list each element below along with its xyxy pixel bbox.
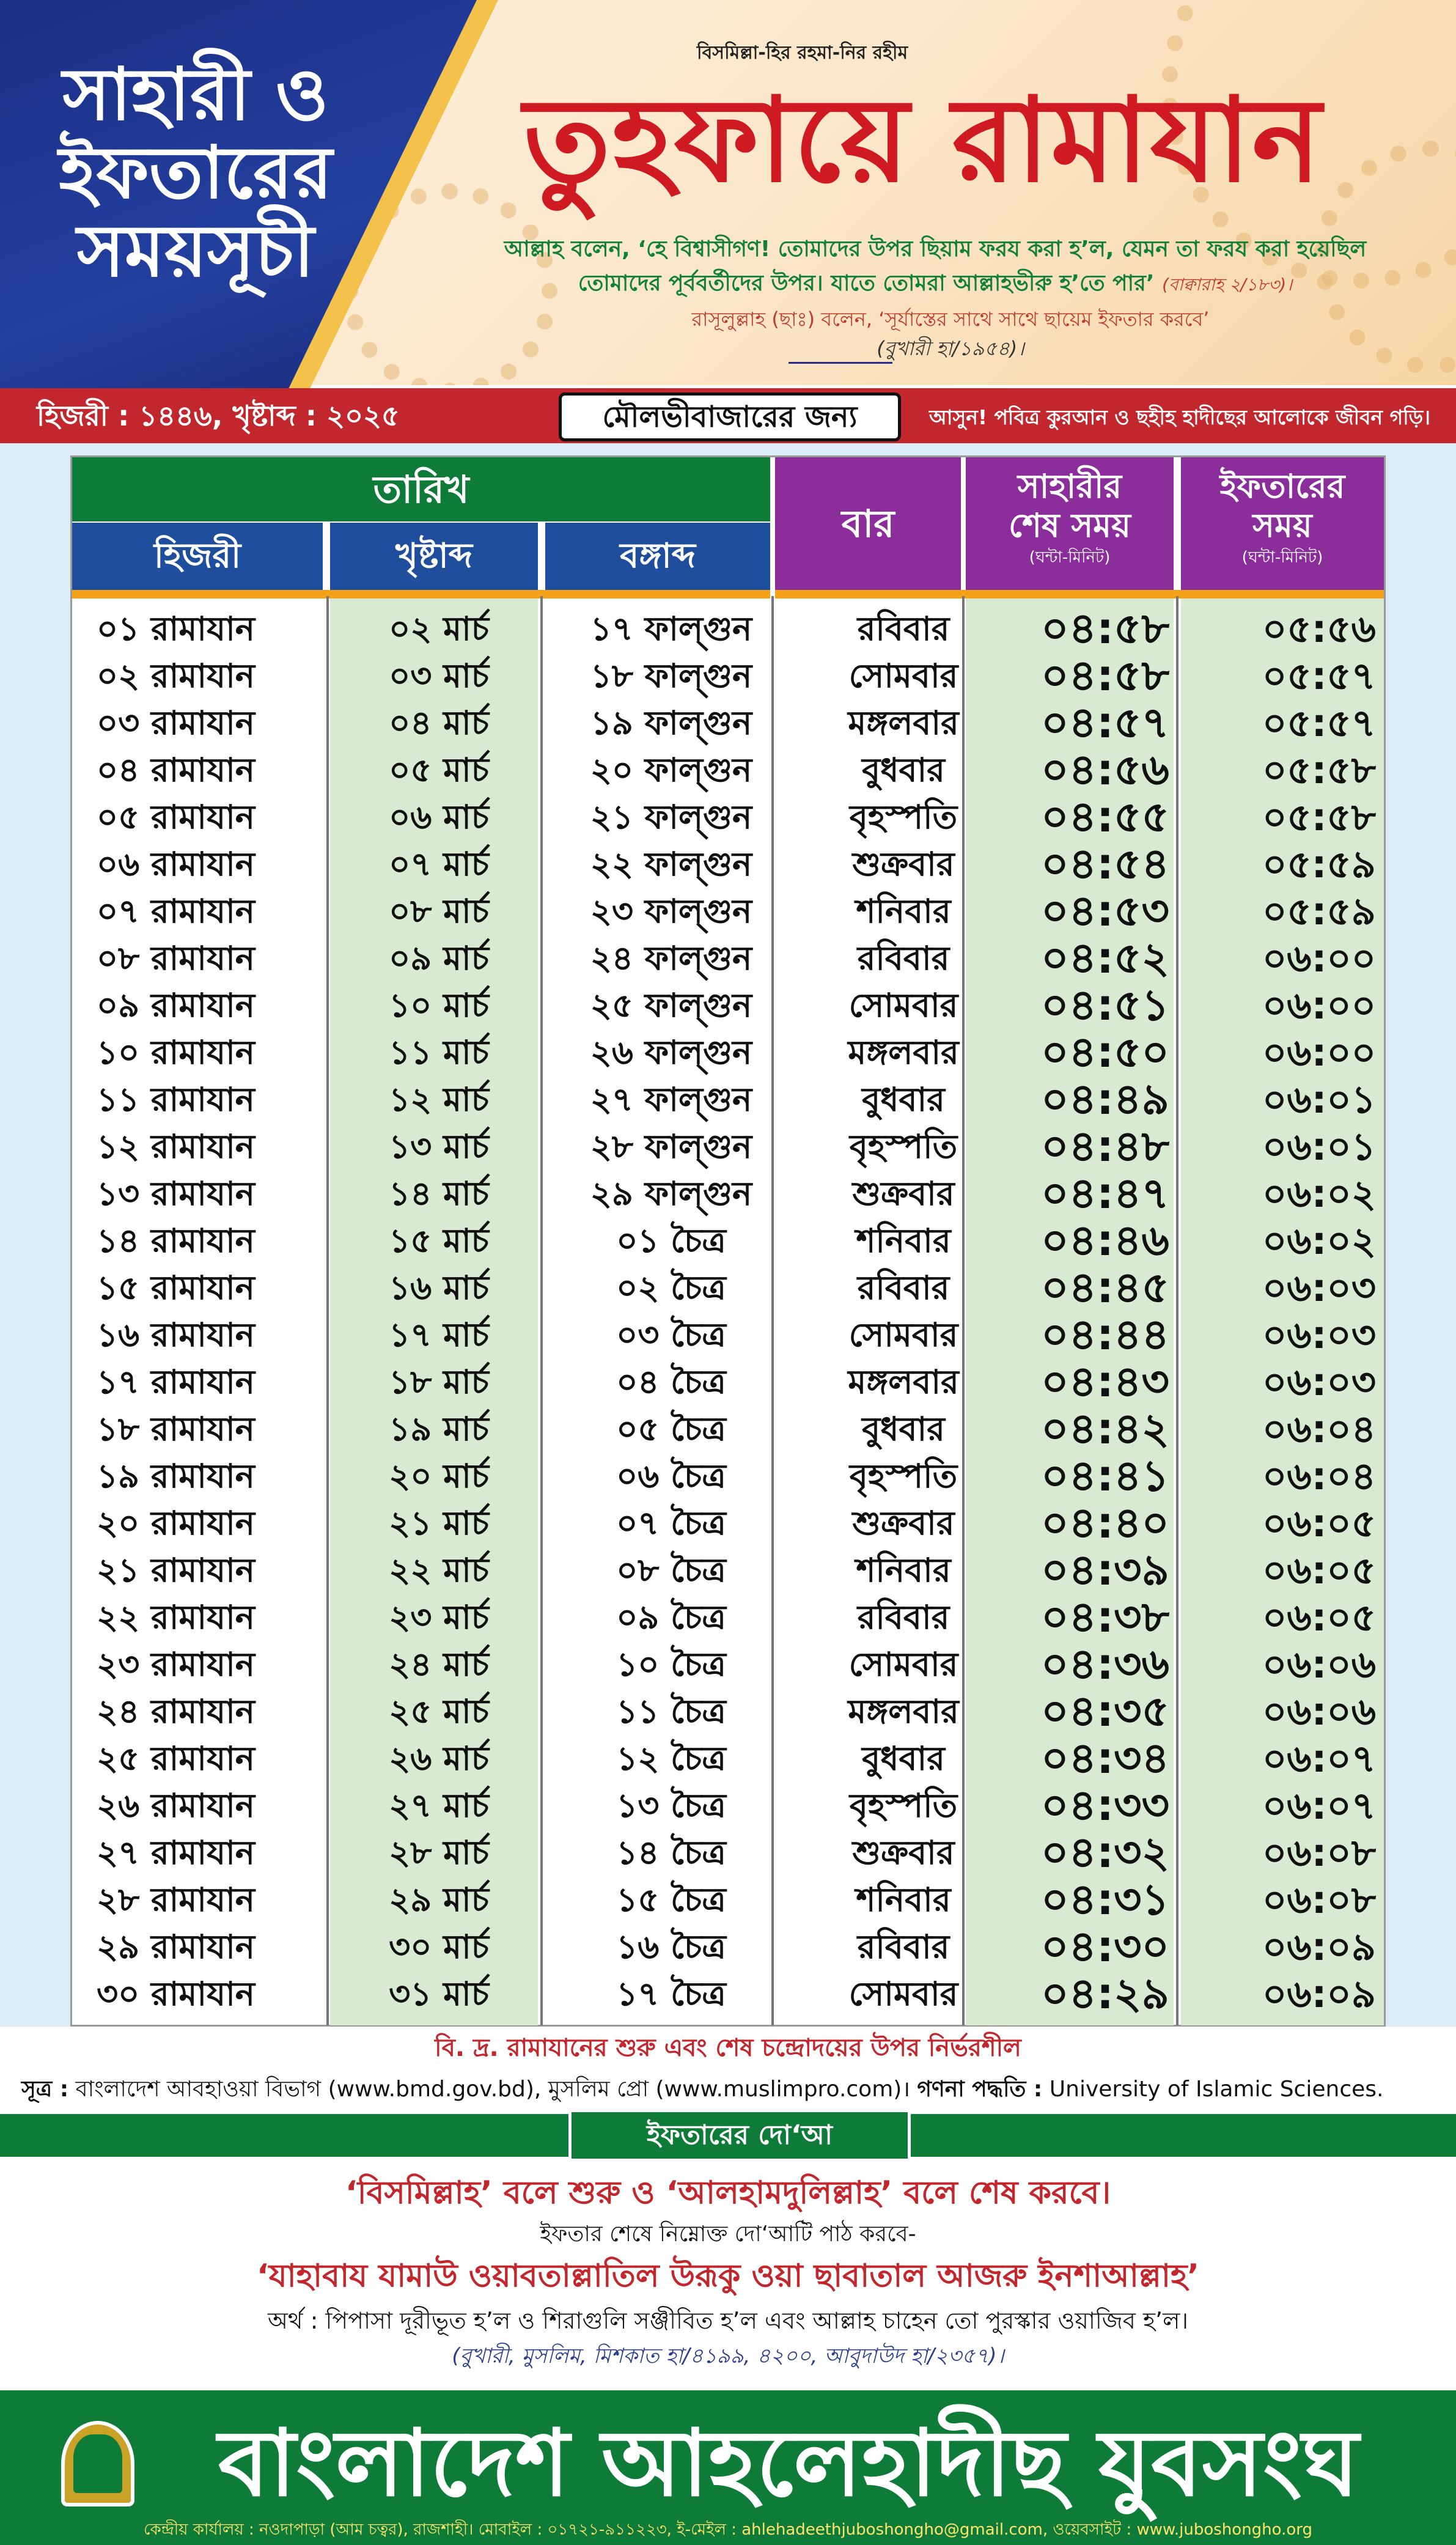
cell-iftar: ০৬:০০ [1262,983,1377,1028]
cell-day: শুক্রবার [852,1504,955,1542]
cell-sahari: ০৪:৩৯ [1041,1545,1169,1595]
quran-verse [501,232,1369,302]
cell-beng: ০২ চৈত্র [616,1269,726,1307]
cell-iftar: ০৬:০৫ [1262,1501,1376,1545]
cell-sahari: ০৪:৪৬ [1041,1215,1169,1265]
cell-greg: ২৩ মার্চ [389,1598,489,1637]
cell-hijri: ০৪ রামাযান [97,751,255,789]
hadith [599,304,1302,363]
cell-greg: ০৩ মার্চ [389,657,489,695]
cell-hijri: ০৮ রামাযান [97,939,255,978]
dua-reference: (বুখারী, মুসলিম, মিশকাত হা/৪১৯৯, ৪২০০, আবুদাউদ হা/২৩৫৭)। [452,2344,1004,2368]
contact-info: কেন্দ্রীয় কার্যালয় : নওদাপাড়া (আম চত্বর), রাজশাহী। মোবাইল : ০১৭২১-৯১১২২৩, ই-মেইল : ahlehadeethjuboshongho@gmail.com, ওয়েবসাইট : www.juboshongho.org [143,2521,1313,2539]
cell-sahari: ০৪:৫৪ [1041,839,1169,889]
cell-day: বৃহস্পতি [849,1127,958,1166]
cell-hijri: ২৯ রামাযান [97,1928,255,1966]
table-row [72,1358,1384,1405]
cell-beng: ১৪ চৈত্র [616,1833,726,1872]
cell-iftar: ০৬:০৪ [1262,1454,1376,1498]
cell-sahari: ০৪:৫০ [1041,1027,1169,1077]
cell-iftar: ০৬:০৩ [1262,1360,1377,1404]
cell-beng: ১৫ চৈত্র [616,1880,726,1919]
cell-iftar: ০৫:৫৮ [1262,795,1376,839]
cell-hijri: ২০ রামাযান [97,1504,256,1542]
cell-greg: ০৬ মার্চ [389,798,489,836]
cell-beng: ২৪ ফাল্গুন [590,939,752,978]
cell-iftar: ০৬:০৬ [1262,1689,1377,1734]
cell-greg: ১২ মার্চ [389,1080,489,1119]
table-row [72,1311,1384,1358]
table-row [72,652,1384,699]
date-group-header: তারিখ [72,457,770,521]
table-row [72,605,1384,652]
cell-day: বুধবার [862,751,945,789]
cell-hijri: ১৪ রামাযান [97,1221,255,1260]
cell-sahari: ০৪:৪৩ [1041,1357,1169,1407]
cell-day: সোমবার [848,1316,958,1354]
table-row [72,1405,1384,1453]
cell-sahari: ০৪:৪১ [1041,1451,1169,1501]
cell-greg: ১৫ মার্চ [389,1221,489,1260]
cell-sahari: ০৪:৩৫ [1041,1686,1169,1736]
hadith-underline [789,362,892,364]
cell-day: রবিবার [857,610,950,648]
cell-hijri: ২৮ রামাযান [97,1880,255,1919]
cell-hijri: ১৬ রামাযান [97,1316,255,1354]
cell-hijri: ০৬ রামাযান [97,845,256,883]
cell-greg: ১১ মার্চ [389,1033,489,1072]
cell-day: রবিবার [857,1598,950,1637]
cell-day: শনিবার [856,892,951,930]
cell-greg: ২৫ মার্চ [389,1692,489,1731]
cell-hijri: ১১ রামাযান [97,1080,255,1119]
cell-iftar: ০৬:০৭ [1262,1736,1377,1781]
cell-greg: ১৪ মার্চ [389,1174,489,1213]
cell-iftar: ০৬:০২ [1262,1218,1377,1263]
table-row [72,1923,1384,1970]
cell-sahari: ০৪:২৯ [1041,1969,1169,2019]
cell-iftar: ০৫:৫৭ [1262,654,1376,698]
cell-greg: ০৪ মার্চ [389,704,489,742]
table-row [72,1029,1384,1076]
cell-sahari: ০৪:৫৮ [1041,650,1169,701]
cell-day: মঙ্গলবার [848,1692,959,1731]
cell-beng: ১৬ চৈত্র [616,1928,726,1966]
cell-iftar: ০৬:০১ [1262,1124,1376,1169]
bismillah-text: বিসমিল্লা-হির রহমা-নির রহীম [697,42,908,64]
cell-hijri: ০১ রামাযান [97,610,255,648]
cell-iftar: ০৬:০৯ [1262,1924,1376,1969]
cell-hijri: ২৫ রামাযান [97,1739,255,1778]
dua-line-3: ‘যাহাবায যামাউ ওয়াবতাল্লাতিল উরূকু ওয়া ছাবাতাল আজরু ইনশাআল্লাহ’ [256,2258,1200,2294]
cell-greg: ৩০ মার্চ [389,1928,489,1966]
table-row [72,746,1384,794]
cell-sahari: ০৪:৪৮ [1041,1121,1169,1171]
cell-iftar: ০৬:০৩ [1262,1313,1377,1357]
cell-day: শুক্রবার [852,845,955,883]
cell-greg: ২৭ মার্চ [389,1786,489,1825]
table-row [72,1264,1384,1311]
col-header-hijri: হিজরী [72,523,323,590]
cell-hijri: ৩০ রামাযান [97,1975,256,2013]
cell-hijri: ২৪ রামাযান [97,1692,255,1731]
cell-day: মঙ্গলবার [848,704,959,742]
col-header-sahari [966,457,1174,590]
cell-beng: ২৩ ফাল্গুন [590,892,752,930]
sahari-header-label: সাহারীর শেষ সময় [1009,467,1131,545]
cell-sahari: ০৪:৪০ [1041,1498,1169,1548]
cell-day: সোমবার [848,1645,958,1684]
dua-line-2: ইফতার শেষে নিম্নোক্ত দো‘আটি পাঠ করবে- [540,2222,916,2247]
cell-beng: ১৮ ফাল্গুন [590,657,752,695]
verse-text: আল্লাহ বলেন, ‘হে বিশ্বাসীগণ! তোমাদের উপর ছিয়াম ফরয করা হ’ল, যেমন তা ফরয করা হয়েছিল তোমাদের পূর্ববর্তীদের উপর। যাতে তোমরা আল্লাহভীরু হ’তে পার’ [504,237,1367,296]
dua-line-1: ‘বিসমিল্লাহ’ বলে শুরু ও ‘আলহামদুলিল্লাহ’ বলে শেষ করবে। [345,2175,1111,2211]
cell-day: শনিবার [856,1880,951,1919]
table-row [72,1500,1384,1547]
col-header-beng: বঙ্গাব্দ [545,523,770,590]
cell-day: শনিবার [856,1551,951,1589]
cell-sahari: ০৪:৪২ [1041,1404,1169,1454]
cell-hijri: ০৩ রামাযান [97,704,256,742]
cell-beng: ২৮ ফাল্গুন [590,1127,752,1166]
col-header-iftar [1181,457,1384,590]
cell-day: শনিবার [856,1221,951,1260]
cell-sahari: ০৪:৪৫ [1041,1262,1169,1313]
cell-hijri: ১০ রামাযান [97,1033,255,1072]
cell-beng: ২১ ফাল্গুন [590,798,752,836]
cell-day: শুক্রবার [852,1174,955,1213]
cell-iftar: ০৫:৫৯ [1262,889,1376,934]
cell-iftar: ০৬:০৫ [1262,1595,1376,1640]
cell-day: বৃহস্পতি [849,1786,958,1825]
cell-sahari: ০৪:৫৬ [1041,745,1169,795]
cell-greg: ১৮ মার্চ [389,1363,489,1401]
cell-beng: ০৬ চৈত্র [616,1457,726,1495]
cell-beng: ১১ চৈত্র [616,1692,726,1731]
cell-iftar: ০৬:০০ [1262,936,1377,981]
cell-iftar: ০৬:০৭ [1262,1783,1377,1828]
cell-day: সোমবার [848,1975,958,2013]
cell-iftar: ০৬:০৮ [1262,1877,1376,1922]
cell-greg: ২৪ মার্চ [389,1645,489,1684]
cell-beng: ১৭ ফাল্গুন [590,610,752,648]
cell-beng: ২০ ফাল্গুন [590,751,752,789]
table-row [72,1829,1384,1876]
cell-iftar: ০৬:০৫ [1262,1548,1376,1593]
cell-day: রবিবার [857,1269,950,1307]
table-row [72,1735,1384,1782]
cell-day: বুধবার [862,1739,945,1778]
cell-day: বৃহস্পতি [849,798,958,836]
iftar-unit: (ঘন্টা-মিনিট) [1241,548,1323,567]
cell-greg: ০৯ মার্চ [389,939,489,978]
cell-greg: ২১ মার্চ [389,1504,489,1542]
table-row [72,794,1384,841]
cell-greg: ১৯ মার্চ [389,1410,489,1448]
moon-note: বি. দ্র. রামাযানের শুরু এবং শেষ চন্দ্রোদয়ের উপর নির্ভরশীল [435,2034,1021,2062]
cell-iftar: ০৬:০৪ [1262,1407,1376,1451]
cell-greg: ২৮ মার্চ [389,1833,489,1872]
cell-greg: ২৯ মার্চ [389,1880,489,1919]
hadith-reference: (বুখারী হা/১৯৫৪)। [877,337,1024,360]
cell-greg: ২৬ মার্চ [389,1739,489,1778]
dua-meaning: অর্থ : পিপাসা দূরীভূত হ’ল ও শিরাগুলি সঞ্জীবিত হ’ল এবং আল্লাহ চাহেন তো পুরস্কার ওয়াজিব হ’ল। [268,2307,1188,2334]
cell-beng: ০১ চৈত্র [616,1221,726,1260]
cell-day: শুক্রবার [852,1833,955,1872]
table-row [72,1970,1384,2017]
year-label: হিজরী : ১৪৪৬, খৃষ্টাব্দ : ২০২৫ [37,399,400,432]
date-header-underline [72,590,770,598]
cell-hijri: ১৭ রামাযান [97,1363,255,1401]
cell-sahari: ০৪:৫৮ [1041,603,1169,654]
cell-iftar: ০৬:০৮ [1262,1830,1376,1875]
table-row [72,935,1384,982]
col-header-greg: খৃষ্টাব্দ [330,523,538,590]
cell-beng: ২৯ ফাল্গুন [590,1174,752,1213]
cell-hijri: ১৯ রামাযান [97,1457,255,1495]
cell-hijri: ২৬ রামাযান [97,1786,256,1825]
cell-iftar: ০৬:০৩ [1262,1265,1377,1310]
cell-hijri: ১৩ রামাযান [97,1174,255,1213]
table-row [72,1170,1384,1217]
table-row [72,1453,1384,1500]
time-header-underline [775,590,1384,598]
cell-beng: ২৭ ফাল্গুন [590,1080,752,1119]
cell-greg: ০৮ মার্চ [389,892,489,930]
cell-sahari: ০৪:৫৩ [1041,886,1169,936]
cell-day: মঙ্গলবার [848,1033,959,1072]
cell-beng: ০৮ চৈত্র [616,1551,726,1589]
cell-sahari: ০৪:৩৩ [1041,1780,1169,1830]
cell-beng: ২২ ফাল্গুন [590,845,752,883]
cell-day: বুধবার [862,1080,945,1119]
main-title: তুহফায়ে রামাযান [523,73,1323,208]
slogan: আসুন! পবিত্র কুরআন ও ছহীহ হাদীছের আলোকে জীবন গড়ি। [929,405,1431,429]
cell-iftar: ০৬:০৯ [1262,1972,1376,2016]
table-row [72,1688,1384,1735]
col-header-day: বার [775,457,961,590]
cell-iftar: ০৫:৫৬ [1262,606,1376,651]
left-title: সাহারী ও ইফতারের সময়সূচী [59,52,333,293]
cell-beng: ০৯ চৈত্র [616,1598,726,1637]
source-label: সূত্র : [21,2077,69,2102]
cell-greg: ১০ মার্চ [389,986,489,1025]
table-row [72,1076,1384,1123]
cell-sahari: ০৪:৫১ [1041,980,1169,1030]
cell-hijri: ২১ রামাযান [97,1551,255,1589]
cell-hijri: ০৯ রামাযান [97,986,255,1025]
cell-sahari: ০৪:৩১ [1041,1874,1169,1924]
cell-hijri: ২৩ রামাযান [97,1645,256,1684]
cell-hijri: ০৫ রামাযান [97,798,255,836]
cell-greg: ২০ মার্চ [389,1457,489,1495]
cell-day: মঙ্গলবার [848,1363,959,1401]
cell-sahari: ০৪:৪৯ [1041,1074,1169,1124]
cell-beng: ১২ চৈত্র [616,1739,726,1778]
cell-hijri: ০৭ রামাযান [97,892,256,930]
table-row [72,1123,1384,1170]
table-row [72,1876,1384,1923]
table-row [72,1594,1384,1641]
cell-greg: ০২ মার্চ [389,610,489,648]
cell-sahari: ০৪:৩৪ [1041,1733,1169,1783]
cell-greg: ০৭ মার্চ [389,845,489,883]
cell-day: রবিবার [857,1928,950,1966]
cell-greg: ২২ মার্চ [389,1551,489,1589]
cell-iftar: ০৬:০২ [1262,1171,1377,1216]
cell-beng: ১৭ চৈত্র [616,1975,726,2013]
cell-hijri: ২২ রামাযান [97,1598,256,1637]
cell-sahari: ০৪:৫৭ [1041,698,1169,748]
cell-day: বৃহস্পতি [849,1457,958,1495]
cell-hijri: ০২ রামাযান [97,657,256,695]
cell-beng: ০৩ চৈত্র [616,1316,726,1354]
cell-greg: ১৬ মার্চ [389,1269,489,1307]
cell-sahari: ০৪:৪৪ [1041,1309,1169,1360]
cell-beng: ০৭ চৈত্র [616,1504,726,1542]
cell-sahari: ০৪:৩২ [1041,1827,1169,1877]
cell-iftar: ০৬:০১ [1262,1077,1376,1122]
cell-sahari: ০৪:৩০ [1041,1921,1169,1972]
hadith-text: রাসূলুল্লাহ (ছাঃ) বলেন, ‘সূর্যাস্তের সাথে সাথে ছায়েম ইফতার করবে’ [691,308,1210,331]
cell-iftar: ০৬:০০ [1262,1030,1377,1075]
cell-sahari: ০৪:৩৬ [1041,1639,1169,1689]
location-label: মৌলভীবাজারের জন্য [559,392,901,441]
cell-day: বুধবার [862,1410,945,1448]
cell-iftar: ০৫:৫৭ [1262,701,1376,745]
source-text: বাংলাদেশ আবহাওয়া বিভাগ (www.bmd.gov.bd), মুসলিম প্রো (www.muslimpro.com)। [75,2077,910,2102]
method-label: গণনা পদ্ধতি : [917,2077,1043,2102]
table-row [72,841,1384,888]
verse-reference: (বাক্বারাহ ২/১৮৩)। [1162,274,1293,295]
cell-beng: ২৫ ফাল্গুন [590,986,752,1025]
iftar-header-label: ইফতারের সময় [1219,467,1345,545]
cell-hijri: ১৫ রামাযান [97,1269,255,1307]
cell-beng: ১০ চৈত্র [616,1645,726,1684]
cell-iftar: ০৫:৫৮ [1262,748,1376,792]
cell-iftar: ০৬:০৬ [1262,1642,1377,1687]
table-row [72,699,1384,746]
sahari-unit: (ঘন্টা-মিনিট) [1029,548,1111,567]
cell-sahari: ০৪:৩৮ [1041,1592,1169,1642]
dua-title: ইফতারের দো‘আ [568,2109,911,2162]
organization-logo [61,2421,134,2506]
logo-emblem [73,2434,122,2493]
cell-hijri: ২৭ রামাযান [97,1833,256,1872]
cell-beng: ০৫ চৈত্র [616,1410,726,1448]
table-row [72,1217,1384,1264]
cell-sahari: ০৪:৪৭ [1041,1168,1169,1218]
cell-beng: ২৬ ফাল্গুন [590,1033,752,1072]
method-text: University of Islamic Sciences. [1049,2077,1384,2102]
cell-beng: ০৪ চৈত্র [616,1363,726,1401]
cell-sahari: ০৪:৫৫ [1041,792,1169,842]
cell-beng: ১৩ চৈত্র [616,1786,726,1825]
cell-day: রবিবার [857,939,950,978]
cell-greg: ০৫ মার্চ [389,751,489,789]
cell-hijri: ১৮ রামাযান [97,1410,255,1448]
cell-greg: ৩১ মার্চ [389,1975,489,2013]
cell-greg: ১৩ মার্চ [389,1127,489,1166]
source-line [21,2072,1446,2107]
cell-sahari: ০৪:৫২ [1041,933,1169,983]
table-row [72,1782,1384,1829]
cell-greg: ১৭ মার্চ [389,1316,489,1354]
cell-beng: ১৯ ফাল্গুন [590,704,752,742]
table-row [72,888,1384,935]
cell-day: সোমবার [848,986,958,1025]
table-row [72,1641,1384,1688]
cell-hijri: ১২ রামাযান [97,1127,255,1166]
organization-name: বাংলাদেশ আহলেহাদীছ যুবসংঘ [218,2411,1359,2517]
table-row [72,1547,1384,1594]
table-row [72,982,1384,1029]
cell-iftar: ০৫:৫৯ [1262,842,1376,886]
cell-day: সোমবার [848,657,958,695]
